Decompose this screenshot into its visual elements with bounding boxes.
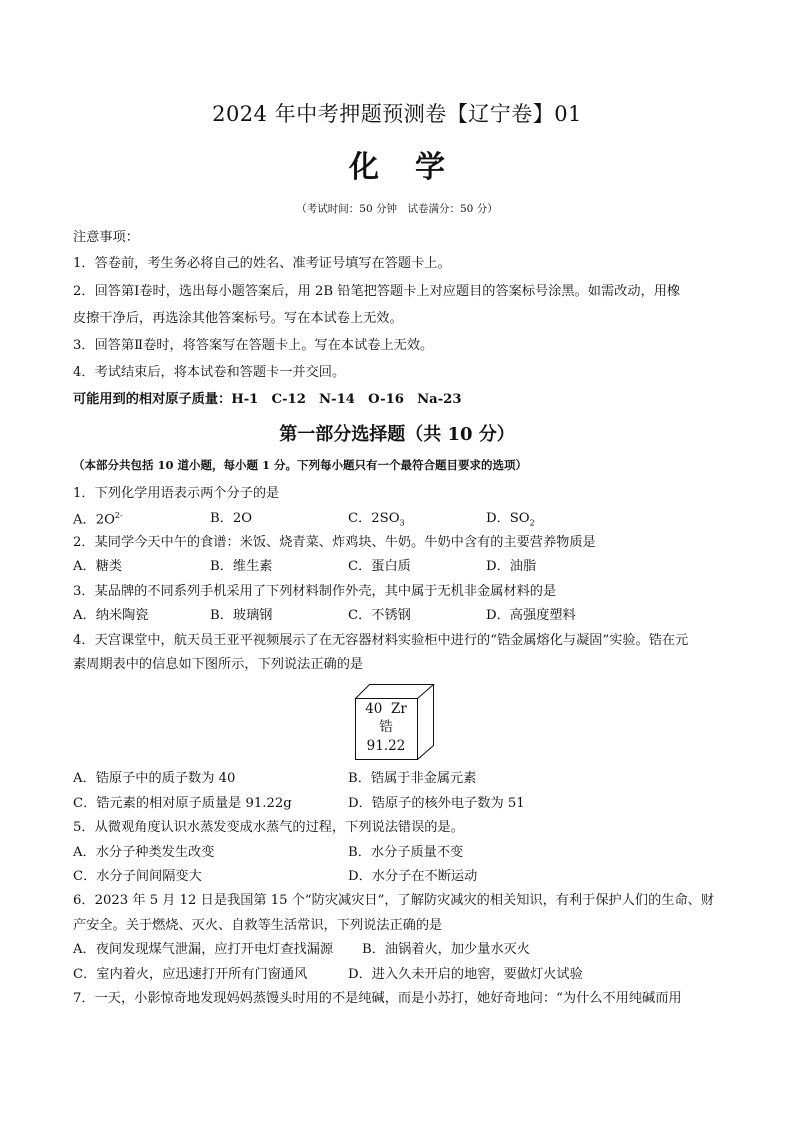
question-3-option-c: C．不锈钢 <box>348 608 411 623</box>
note-item: 皮擦干净后，再选涂其他答案标号。写在本试卷上无效。 <box>73 311 403 326</box>
question-5-option-b: B．水分子质量不变 <box>348 845 464 860</box>
question-2-option-d: D．油脂 <box>486 559 537 574</box>
note-item: 2．回答第Ⅰ卷时，选出每小题答案后，用 2B 铅笔把答题卡上对应题目的答案标号涂黑。如需改动，用橡 <box>73 284 681 299</box>
question-4-option-d: D．锆原子的核外电子数为 51 <box>348 796 525 811</box>
question-2-option-b: B．维生素 <box>210 559 273 574</box>
question-3-stem: 3．某品牌的不同系列手机采用了下列材料制作外壳，其中属于无机非金属材料的是 <box>73 584 557 599</box>
question-1-stem: 1．下列化学用语表示两个分子的是 <box>73 486 280 501</box>
element-cell-zirconium <box>355 684 435 760</box>
notes-heading: 注意事项： <box>73 230 139 245</box>
exam-info: （考试时间：50 分钟 试卷满分：50 分） <box>296 203 498 215</box>
question-4-stem-line-2: 素周期表中的信息如下图所示，下列说法正确的是 <box>73 657 364 672</box>
question-4-option-c: C．锆元素的相对原子质量是 91.22g <box>73 796 292 811</box>
question-5-option-a: A．水分子种类发生改变 <box>73 845 215 860</box>
question-2-option-a: A．糖类 <box>73 559 123 574</box>
question-4-stem-line-1: 4．天宫课堂中，航天员王亚平视频展示了在无容器材料实验柜中进行的“锆金属熔化与凝固”实验。锆在元 <box>73 633 689 648</box>
question-7-stem-line-1: 7．一天，小影惊奇地发现妈妈蒸馒头时用的不是纯碱，而是小苏打，她好奇地问：“为什么不用纯碱而用 <box>73 991 682 1006</box>
question-5-option-c: C．水分子间间隔变大 <box>73 869 202 884</box>
note-item: 3．回答第Ⅱ卷时，将答案写在答题卡上。写在本试卷上无效。 <box>73 338 434 353</box>
question-6-option-a: A．夜间发现煤气泄漏，应打开电灯查找漏源 <box>73 942 334 957</box>
question-1-option-a: A．$2O^{2-}$ <box>73 511 123 528</box>
question-6-stem-line-1: 6．2023 年 5 月 12 日是我国第 15 个“防灾减灾日”，了解防灾减灾的相关知识，有利于保护人们的生命、财 <box>73 893 715 908</box>
question-6-option-c: C．室内着火，应迅速打开所有门窗通风 <box>73 967 308 982</box>
question-6-option-d: D．进入久未开启的地窖，要做灯火试验 <box>348 967 583 982</box>
element-number-symbol: 40 Zr <box>365 701 407 717</box>
question-5-stem: 5．从微观角度认识水蒸发变成水蒸气的过程，下列说法错误的是。 <box>73 820 464 835</box>
question-3-option-a: A．纳米陶瓷 <box>73 608 149 623</box>
note-item: 4．考试结束后，将本试卷和答题卡一并交回。 <box>73 365 346 380</box>
question-3-option-d: D．高强度塑料 <box>486 608 576 623</box>
atomic-mass-line: 可能用到的相对原子质量：H-1 C-12 N-14 O-16 Na-23 <box>73 392 462 407</box>
question-4-option-b: B．锆属于非金属元素 <box>348 771 477 786</box>
element-name: 锆 <box>379 719 393 735</box>
question-6-stem-line-2: 产安全。关于燃烧、灭火、自救等生活常识，下列说法正确的是 <box>73 918 443 933</box>
subject-title: 化学 <box>349 150 481 185</box>
question-4-option-a: A．锆原子中的质子数为 40 <box>73 771 236 786</box>
question-1-option-b: B．2O <box>210 511 253 526</box>
exam-title: 2024 年中考押题预测卷【辽宁卷】01 <box>212 102 582 126</box>
section-title: 第一部分选择题（共 10 分） <box>279 424 515 445</box>
question-5-option-d: D．水分子在不断运动 <box>348 869 478 884</box>
question-6-option-b: B．油锅着火，加少量水灭火 <box>362 942 530 957</box>
note-item: 1．答卷前，考生务必将自己的姓名、准考证号填写在答题卡上。 <box>73 256 451 271</box>
section-instruction: （本部分共包括 10 道小题，每小题 1 分。下列每小题只有一个最符合题目要求的选项） <box>73 458 528 472</box>
question-1-option-d: D．$SO_2$ <box>486 511 535 528</box>
question-1-option-c: C．$2SO_3$ <box>348 511 405 528</box>
question-2-stem: 2．某同学今天中午的食谱：米饭、烧青菜、炸鸡块、牛奶。牛奶中含有的主要营养物质是 <box>73 535 596 550</box>
element-mass: 91.22 <box>366 738 406 754</box>
question-2-option-c: C．蛋白质 <box>348 559 411 574</box>
question-3-option-b: B．玻璃钢 <box>210 608 273 623</box>
